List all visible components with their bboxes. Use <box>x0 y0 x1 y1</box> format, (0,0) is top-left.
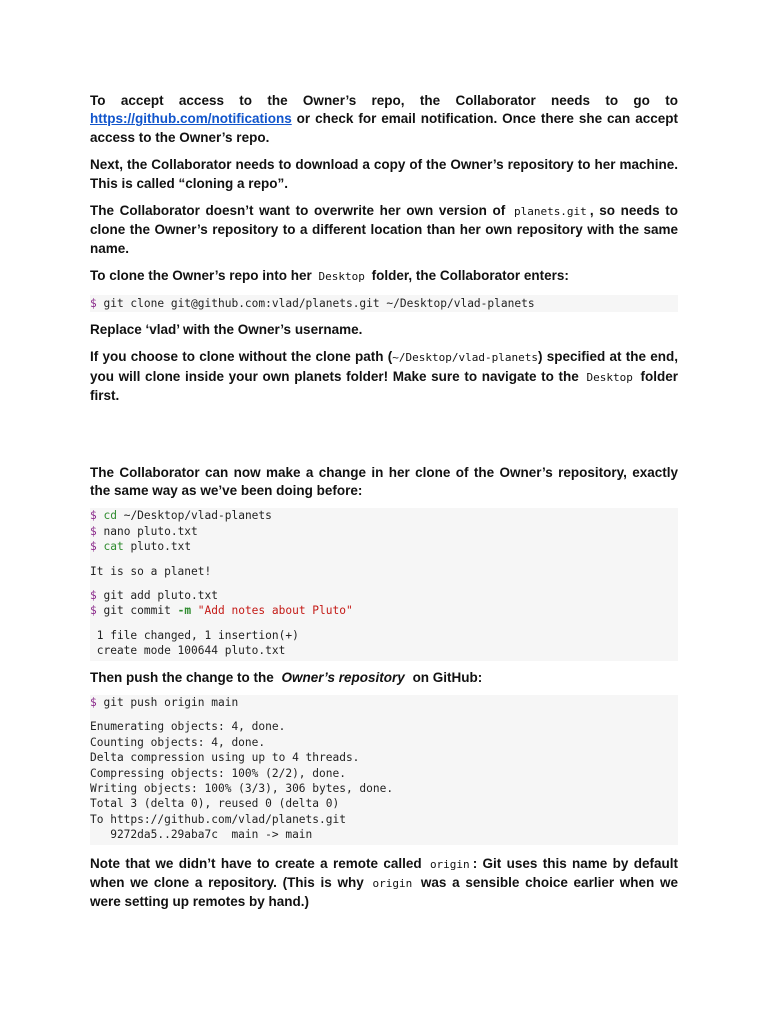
paragraph-replace-vlad: Replace ‘vlad’ with the Owner’s username. <box>90 322 363 338</box>
notifications-link[interactable]: https://github.com/notifications <box>90 111 292 127</box>
clone-desktop-text-1: To clone the Owner’s repo into her <box>90 268 316 284</box>
clone-desktop-text-2: folder, the Collaborator enters: <box>367 268 569 284</box>
cat-output: It is so a planet! <box>90 564 212 578</box>
code-block-clone <box>90 295 678 312</box>
inline-code-origin-2: origin <box>372 876 413 890</box>
paragraph-clone-path-note <box>90 348 678 405</box>
cat-arg: pluto.txt <box>123 540 192 554</box>
clone-path-text-1: If you choose to clone without the clone path ( <box>90 349 393 365</box>
origin-text-2: : Git uses this name by default when we clone a repository. (This is why <box>90 855 678 890</box>
clone-command: git clone git@github.com:vlad/planets.git ~/Desktop/vlad-planets <box>96 296 535 310</box>
clone-path-text-3: folder first. <box>90 368 678 404</box>
inline-code-desktop-2: Desktop <box>586 370 633 384</box>
prompt-symbol: $ <box>90 524 97 538</box>
push-text-2: on GitHub: <box>408 669 483 685</box>
inline-code-origin: origin <box>429 857 470 871</box>
paragraph-accept-access <box>90 92 678 147</box>
paragraph-overwrite <box>90 202 678 258</box>
prompt-symbol: $ <box>90 540 97 554</box>
overwrite-text-2: , so needs to clone the Owner’s repository to a different location than her own repository with the same name. <box>90 203 678 256</box>
prompt-symbol: $ <box>90 696 97 710</box>
git-commit-command: git commit <box>96 604 178 618</box>
code-block-edit <box>90 508 678 660</box>
owners-repository-emphasis: Owner’s repository <box>281 669 405 685</box>
prompt-symbol: $ <box>90 296 97 310</box>
keyword-cd: cd <box>96 509 117 523</box>
push-output-line: Enumerating objects: 4, done. <box>90 720 286 734</box>
accept-text-1: To accept access to the Owner’s repo, the Collaborator needs to go to <box>90 93 678 108</box>
nano-command: nano pluto.txt <box>96 524 198 538</box>
inline-code-planets-git: planets.git <box>513 205 587 219</box>
commit-output-2: create mode 100644 pluto.txt <box>90 644 286 658</box>
push-command: git push origin main <box>96 696 239 710</box>
commit-flag: -m <box>177 604 192 618</box>
prompt-symbol: $ <box>90 604 97 618</box>
accept-text-2: or check for email notification. Once there she can accept access to the Owner’s repo. <box>90 111 678 145</box>
push-output-line: 9272da5..29aba7c main -> main <box>90 828 313 842</box>
paragraph-push <box>90 669 678 687</box>
push-output-line: Writing objects: 100% (3/3), 306 bytes, done. <box>90 781 394 795</box>
push-output-line: Compressing objects: 100% (2/2), done. <box>90 766 346 780</box>
inline-code-desktop: Desktop <box>318 270 365 284</box>
document-page <box>90 92 678 912</box>
push-output-line: Counting objects: 4, done. <box>90 735 266 749</box>
inline-code-clone-path: ~/Desktop/vlad-planets <box>392 351 538 365</box>
push-output-line: Total 3 (delta 0), reused 0 (delta 0) <box>90 797 340 811</box>
overwrite-text-1: The Collaborator doesn’t want to overwrite her own version of <box>90 203 511 219</box>
push-output-line: Delta compression using up to 4 threads. <box>90 751 360 765</box>
git-add-command: git add pluto.txt <box>96 589 218 603</box>
origin-text-1: Note that we didn’t have to create a remote called <box>90 855 427 871</box>
paragraph-cloning: Next, the Collaborator needs to download a copy of the Owner’s repository to her machine. This is called “cloning a repo”. <box>90 157 678 191</box>
paragraph-origin-note <box>90 855 678 912</box>
push-output-line: To https://github.com/vlad/planets.git <box>90 812 346 826</box>
keyword-cat: cat <box>96 540 124 554</box>
cd-path: ~/Desktop/vlad-planets <box>116 509 272 523</box>
prompt-symbol: $ <box>90 589 97 603</box>
origin-text-3: was a sensible choice earlier when we were setting up remotes by hand.) <box>90 874 678 910</box>
code-block-push <box>90 695 678 845</box>
paragraph-make-change: The Collaborator can now make a change in her clone of the Owner’s repository, exactly the same way as we’ve been doing before: <box>90 464 678 499</box>
paragraph-clone-desktop <box>90 267 678 286</box>
commit-message: "Add notes about Pluto" <box>191 604 353 618</box>
commit-output-1: 1 file changed, 1 insertion(+) <box>90 628 299 642</box>
push-text-1: Then push the change to the <box>90 669 278 685</box>
prompt-symbol: $ <box>90 509 97 523</box>
clone-path-text-2: ) specified at the end, you will clone inside your own planets folder! Make sure to navigate to the <box>90 349 678 384</box>
